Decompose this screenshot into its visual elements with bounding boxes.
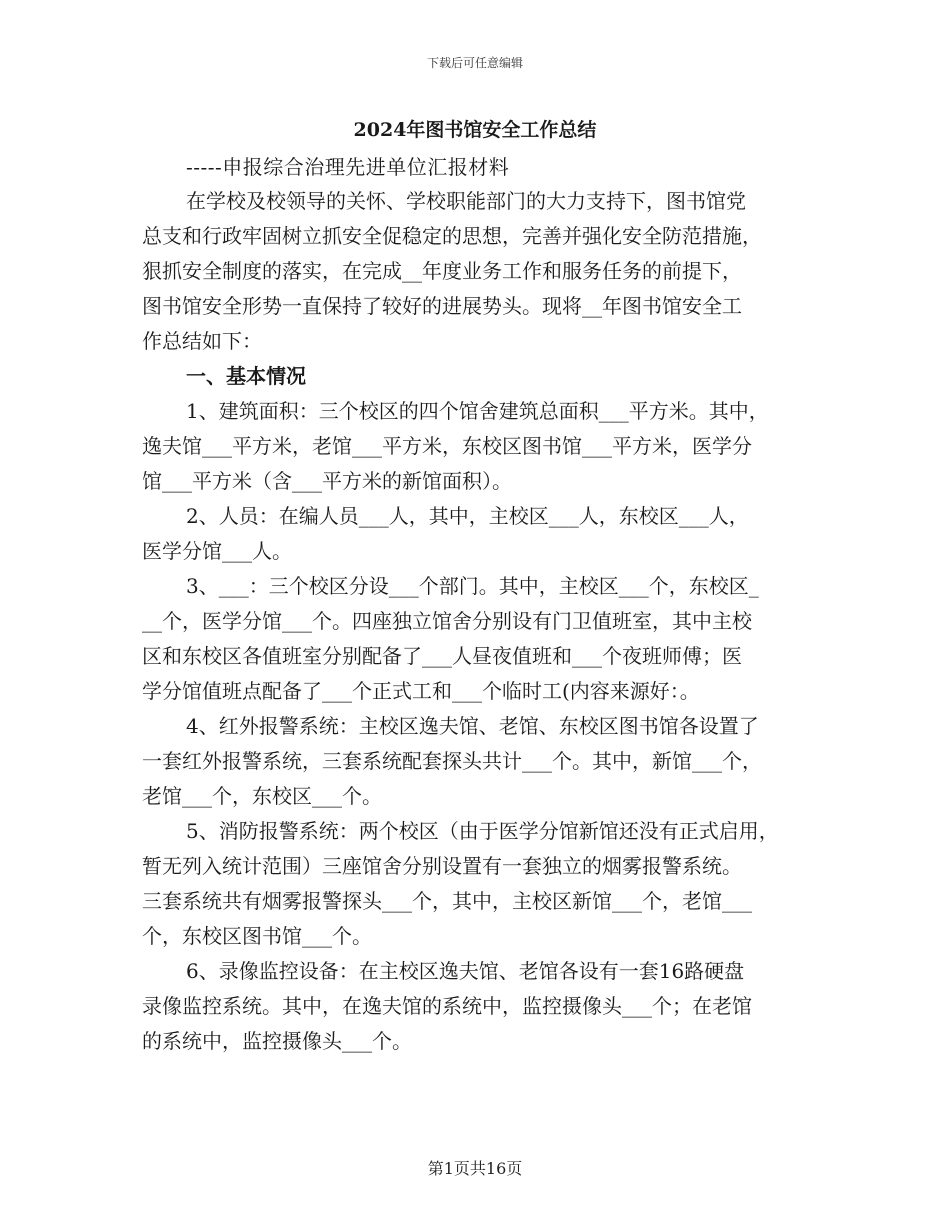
text-line: 馆___平方米（含___平方米的新馆面积）。 xyxy=(142,469,512,493)
text-line: 总支和行政牢固树立抓安全促稳定的思想，完善并强化安全防范措施， xyxy=(142,224,762,248)
text-line: 6、录像监控设备：在主校区逸夫馆、老馆各设有一套16路硬盘 xyxy=(186,959,745,983)
text-line: 4、红外报警系统：主校区逸夫馆、老馆、东校区图书馆各设置了 xyxy=(186,714,759,738)
section-heading: 一、基本情况 xyxy=(186,364,306,388)
text-line: 图书馆安全形势一直保持了较好的进展势头。现将__年图书馆安全工 xyxy=(142,294,742,318)
text-line: 在学校及校领导的关怀、学校职能部门的大力支持下，图书馆党 xyxy=(186,189,746,213)
text-line: 3、___：三个校区分设___个部门。其中，主校区___个，东校区_ xyxy=(186,574,759,598)
text-line: __个，医学分馆___个。四座独立馆舍分别设有门卫值班室，其中主校 xyxy=(142,609,752,633)
text-line: 三套系统共有烟雾报警探头___个，其中，主校区新馆___个，老馆___ xyxy=(142,889,752,913)
text-line: 1、建筑面积：三个校区的四个馆舍建筑总面积___平方米。其中， xyxy=(186,399,769,423)
text-line: 医学分馆___人。 xyxy=(142,539,292,563)
document-title: 2024年图书馆安全工作总结 xyxy=(353,119,597,141)
text-line: 老馆___个，东校区___个。 xyxy=(142,784,382,808)
text-line: 一套红外报警系统，三套系统配套探头共计___个。其中，新馆___个， xyxy=(142,749,762,773)
text-line: 逸夫馆___平方米，老馆___平方米，东校区图书馆___平方米，医学分 xyxy=(142,434,752,458)
text-line: 的系统中，监控摄像头___个。 xyxy=(142,1029,412,1053)
text-line: 个，东校区图书馆___个。 xyxy=(142,924,372,948)
text-line: 作总结如下： xyxy=(142,329,262,353)
document-subtitle: -----申报综合治理先进单位汇报材料 xyxy=(186,155,510,179)
document-body xyxy=(142,184,822,1059)
text-line: 区和东校区各值班室分别配备了___人昼夜值班和___个夜班师傅；医 xyxy=(142,644,742,668)
page-footer: 第1页共16页 xyxy=(427,1159,523,1178)
header-note: 下载后可任意编辑 xyxy=(426,56,523,70)
text-line: 5、消防报警系统：两个校区（由于医学分馆新馆还没有正式启用， xyxy=(186,819,779,843)
text-line: 狠抓安全制度的落实，在完成__年度业务工作和服务任务的前提下， xyxy=(142,259,742,283)
text-line: 暂无列入统计范围）三座馆舍分别设置有一套独立的烟雾报警系统。 xyxy=(142,854,742,878)
text-line: 2、人员：在编人员___人，其中，主校区___人，东校区___人， xyxy=(186,504,749,528)
text-line: 学分馆值班点配备了___个正式工和___个临时工(内容来源好：。 xyxy=(142,679,700,703)
text-line: 录像监控系统。其中，在逸夫馆的系统中，监控摄像头___个；在老馆 xyxy=(142,994,752,1018)
